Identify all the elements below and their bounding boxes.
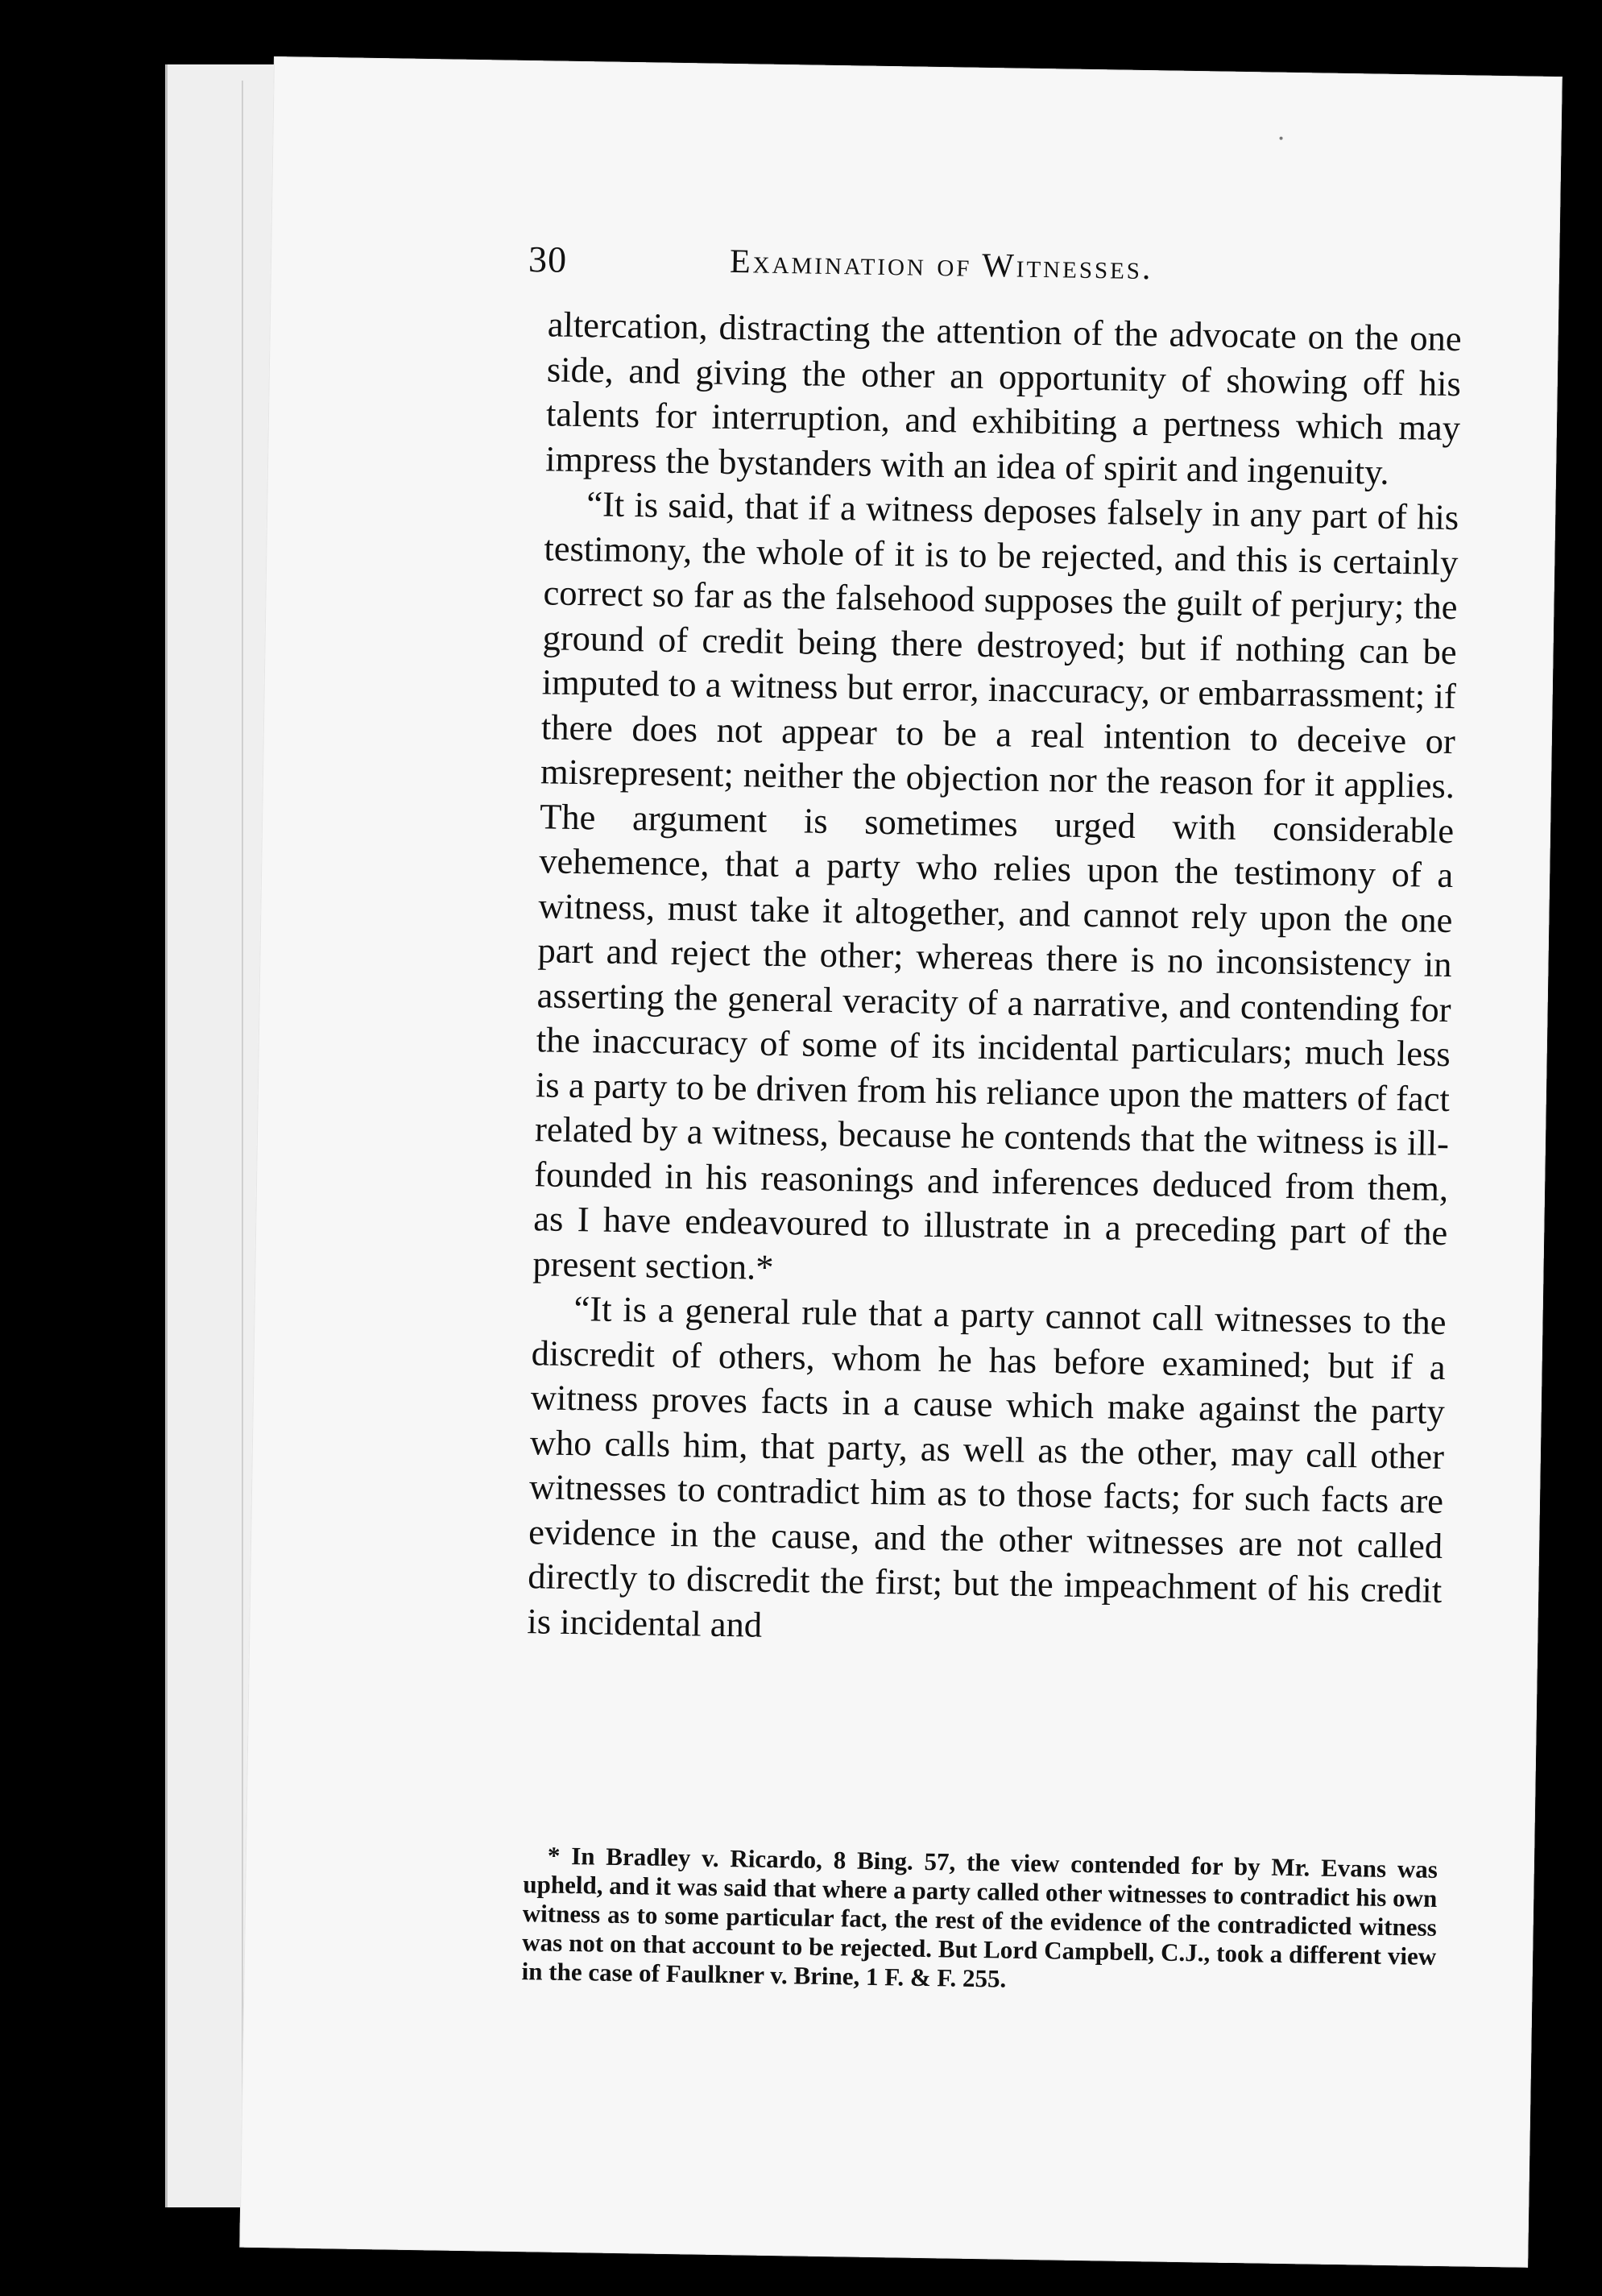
- book-page: [239, 56, 1563, 2268]
- paper-speck: [1280, 137, 1283, 140]
- body-text: [527, 302, 1462, 1658]
- running-title: Examination of Witnesses.: [729, 242, 1153, 288]
- footnote: [521, 1841, 1438, 2000]
- page-number: 30: [528, 238, 568, 280]
- footnote-text: * In Bradley v. Ricardo, 8 Bing. 57, the view contended for by Mr. Evans was upheld, and it was said that where a party called other witnesses to contradict his own witness as to some particular fact, the rest of the evidence of the contradicted witness was not on that account to be rejected. But Lord Campbell, C.J., took a different view in the case of Faulkner v. Brine, 1 F. & F. 255.: [521, 1841, 1438, 1993]
- spine-fold-line: [242, 81, 243, 2191]
- paragraph-quote-falsehood: “It is said, that if a witness deposes falsely in any part of his testimony, the whole of it is to be rejected, and this is certainly correct so far as the falsehood supposes the guilt of perjury; the ground of credit being there destroyed; but if nothing can be imputed to a witness but error, inaccuracy, or embarrassment; if there does not appear to be a real intention to deceive or misrepresent; neither the objection nor the reason for it applies. The argument is sometimes urged with considerable vehemence, that a party who relies upon the testimony of a witness, must take it altogether, and cannot rely upon the one part and reject the other; whereas there is no inconsistency in asserting the general veracity of a narrative, and contending for the inaccuracy of some of its incidental particulars; much less is a party to be driven from his reliance upon the matters of fact related by a witness, because he contends that the witness is ill-founded in his reasonings and inferences deduced from them, as I have endeavoured to illustrate in a preceding part of the present section.*: [532, 483, 1459, 1287]
- paragraph-continued: altercation, distracting the attention of the advocate on the one side, and giving the other an opportunity of showing off his talents for interruption, and exhibiting a pertness which may impress the bystanders with an idea of spirit and ingenuity.: [544, 304, 1463, 492]
- paragraph-quote-general-rule: “It is a general rule that a party cannot call witnesses to the discredit of others, whom he has before examined; but if a witness proves facts in a cause which make against the party who calls him, that party, as well as the other, may call other witnesses to contradict him as to those facts; for such facts are evidence in the cause, and the other witnesses are not called directly to discredit the first; but the impeachment of his credit is incidental and: [527, 1288, 1447, 1645]
